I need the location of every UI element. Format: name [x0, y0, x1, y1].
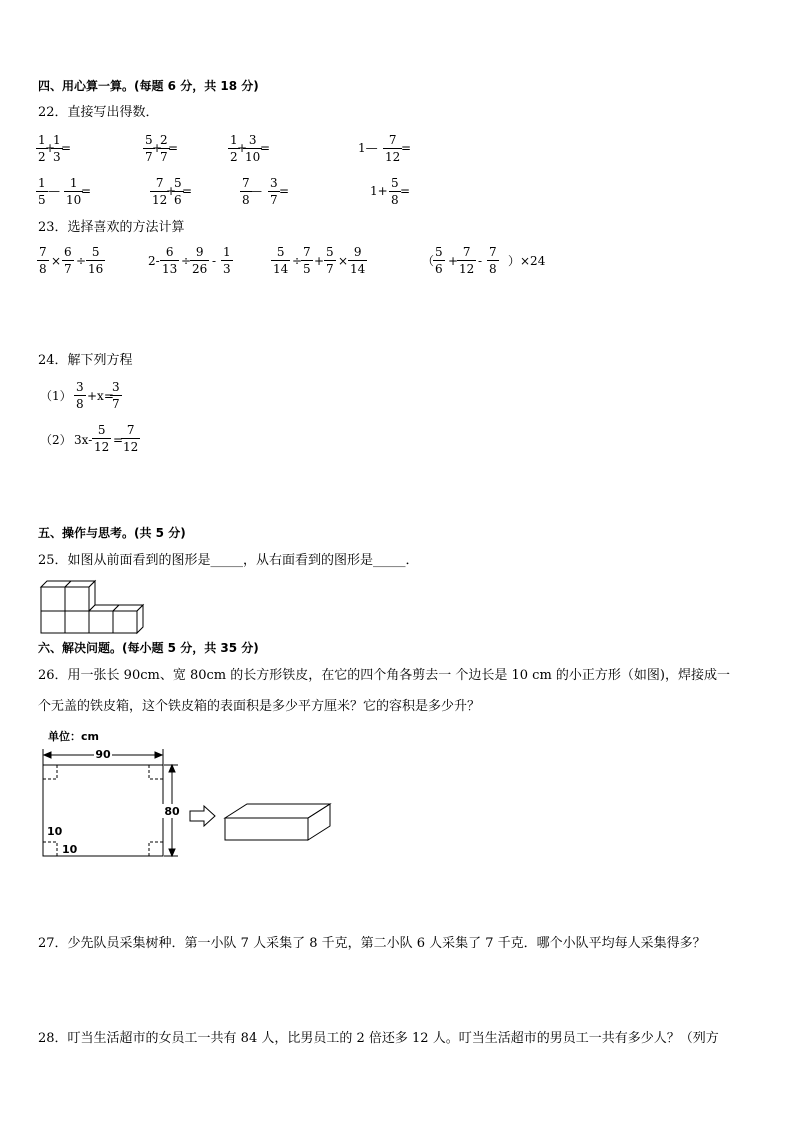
cut-horizontal-label: 10 — [62, 843, 78, 856]
fraction: $\frac{7}{12}$ — [123, 423, 139, 454]
fraction: $\frac{7}{5}$ — [303, 245, 311, 276]
tail: ）×24 — [508, 254, 546, 268]
question-22-stem: 22．直接写出得数． — [38, 105, 159, 120]
operator: + — [448, 254, 459, 268]
question-28: 28．叮当生活超市的女员工一共有 84 人，比男员工的 2 倍还多 12 人。叮当生活超市的男员工一共有多少人？（列方 — [38, 1031, 719, 1046]
equals: = — [168, 141, 179, 155]
operator: - — [478, 254, 483, 268]
question-27: 27．少先队员采集树种．第一小队 7 人采集了 8 千克，第二小队 6 人采集了 7 千克．哪个小队平均每人采集得多？ — [38, 936, 706, 951]
operator: — — [48, 184, 60, 198]
operator: + — [152, 141, 163, 155]
unit-label: 单位：cm — [48, 730, 99, 743]
fraction: $\frac{5}{14}$ — [273, 245, 289, 276]
fraction: $\frac{1}{3}$ — [53, 133, 61, 164]
fraction: $\frac{5}{7}$ — [145, 133, 153, 164]
fraction: $\frac{5}{16}$ — [88, 245, 104, 276]
fraction: $\frac{3}{10}$ — [245, 133, 261, 164]
equals: = — [61, 141, 72, 155]
fraction: $\frac{5}{6}$ — [435, 245, 443, 276]
fraction: $\frac{7}{8}$ — [242, 176, 250, 207]
fraction: $\frac{3}{7}$ — [270, 176, 278, 207]
equals: = — [279, 184, 290, 198]
fraction: $\frac{7}{12}$ — [459, 245, 475, 276]
fraction: $\frac{1}{10}$ — [66, 176, 82, 207]
equals: = — [260, 141, 271, 155]
operator: + — [237, 141, 248, 155]
operator: ÷ — [181, 254, 192, 268]
fraction: $\frac{7}{12}$ — [152, 176, 168, 207]
question-26-line-1: 26．用一张长 90cm、宽 80cm 的长方形铁皮，在它的四个角各剪去一 个边长是 10 cm 的小正方形（如图)，焊接成一 — [38, 668, 730, 683]
cube-front-face — [65, 587, 89, 611]
equals: = — [401, 141, 412, 155]
question-25-stem: 25．如图从前面看到的图形是_____，从右面看到的图形是_____． — [38, 553, 419, 568]
fraction: $\frac{6}{13}$ — [162, 245, 178, 276]
left-paren: （ — [422, 254, 435, 268]
fraction: $\frac{7}{8}$ — [39, 245, 47, 276]
fraction: $\frac{1}{2}$ — [38, 133, 46, 164]
question-26-line-2: 个无盖的铁皮箱，这个铁皮箱的表面积是多少平方厘米？它的容积是多少升？ — [38, 699, 481, 714]
lead: 1— — [358, 141, 378, 155]
lead: 1+ — [370, 184, 388, 198]
operator: + — [45, 141, 56, 155]
fraction: $\frac{5}{8}$ — [391, 176, 399, 207]
label: （2） — [40, 433, 72, 447]
cut-vertical-label: 10 — [47, 825, 63, 838]
equals: = — [182, 184, 193, 198]
lead: 3x- — [74, 433, 93, 447]
fraction: $\frac{7}{12}$ — [385, 133, 401, 164]
fraction: $\frac{9}{26}$ — [192, 245, 208, 276]
lead: 2- — [148, 254, 160, 268]
operator: × — [338, 254, 349, 268]
fraction: $\frac{2}{7}$ — [160, 133, 168, 164]
question-23-stem: 23．选择喜欢的方法计算 — [38, 220, 185, 235]
sheet-diagram — [38, 745, 358, 863]
equals: = — [81, 184, 92, 198]
fraction: $\frac{6}{7}$ — [64, 245, 72, 276]
question-24-stem: 24．解下列方程 — [38, 353, 133, 368]
cube-front-face — [41, 587, 65, 611]
cube-front-face — [65, 611, 89, 633]
fraction: $\frac{3}{7}$ — [112, 380, 120, 411]
operator: × — [51, 254, 62, 268]
mid: = — [113, 433, 124, 447]
fraction: $\frac{7}{8}$ — [489, 245, 497, 276]
label: （1） — [40, 389, 72, 403]
fraction: $\frac{1}{3}$ — [223, 245, 231, 276]
operator: + — [166, 184, 177, 198]
section-5-title: 五、操作与思考。(共 5 分) — [38, 526, 186, 540]
height-label: 80 — [164, 805, 180, 818]
fraction: $\frac{5}{6}$ — [174, 176, 182, 207]
operator: — — [250, 184, 262, 198]
operator: ÷ — [76, 254, 87, 268]
operator: + — [314, 254, 325, 268]
operator: ÷ — [292, 254, 303, 268]
fraction: $\frac{1}{5}$ — [38, 176, 46, 207]
section-4-title: 四、用心算一算。(每题 6 分，共 18 分) — [38, 79, 259, 93]
equals: = — [400, 184, 411, 198]
section-6-title: 六、解决问题。(每小题 5 分，共 35 分) — [38, 641, 259, 655]
fraction: $\frac{5}{7}$ — [326, 245, 334, 276]
cube-arrangement-figure — [38, 578, 150, 636]
fraction: $\frac{9}{14}$ — [350, 245, 366, 276]
operator: - — [212, 254, 217, 268]
cube-front-face — [113, 611, 137, 633]
cube-front-face — [89, 611, 113, 633]
fraction: $\frac{3}{8}$ — [76, 380, 84, 411]
mid: +x= — [87, 389, 114, 403]
width-label: 90 — [95, 748, 111, 761]
fraction: $\frac{1}{2}$ — [230, 133, 238, 164]
fraction: $\frac{5}{12}$ — [94, 423, 110, 454]
cube-front-face — [41, 611, 65, 633]
